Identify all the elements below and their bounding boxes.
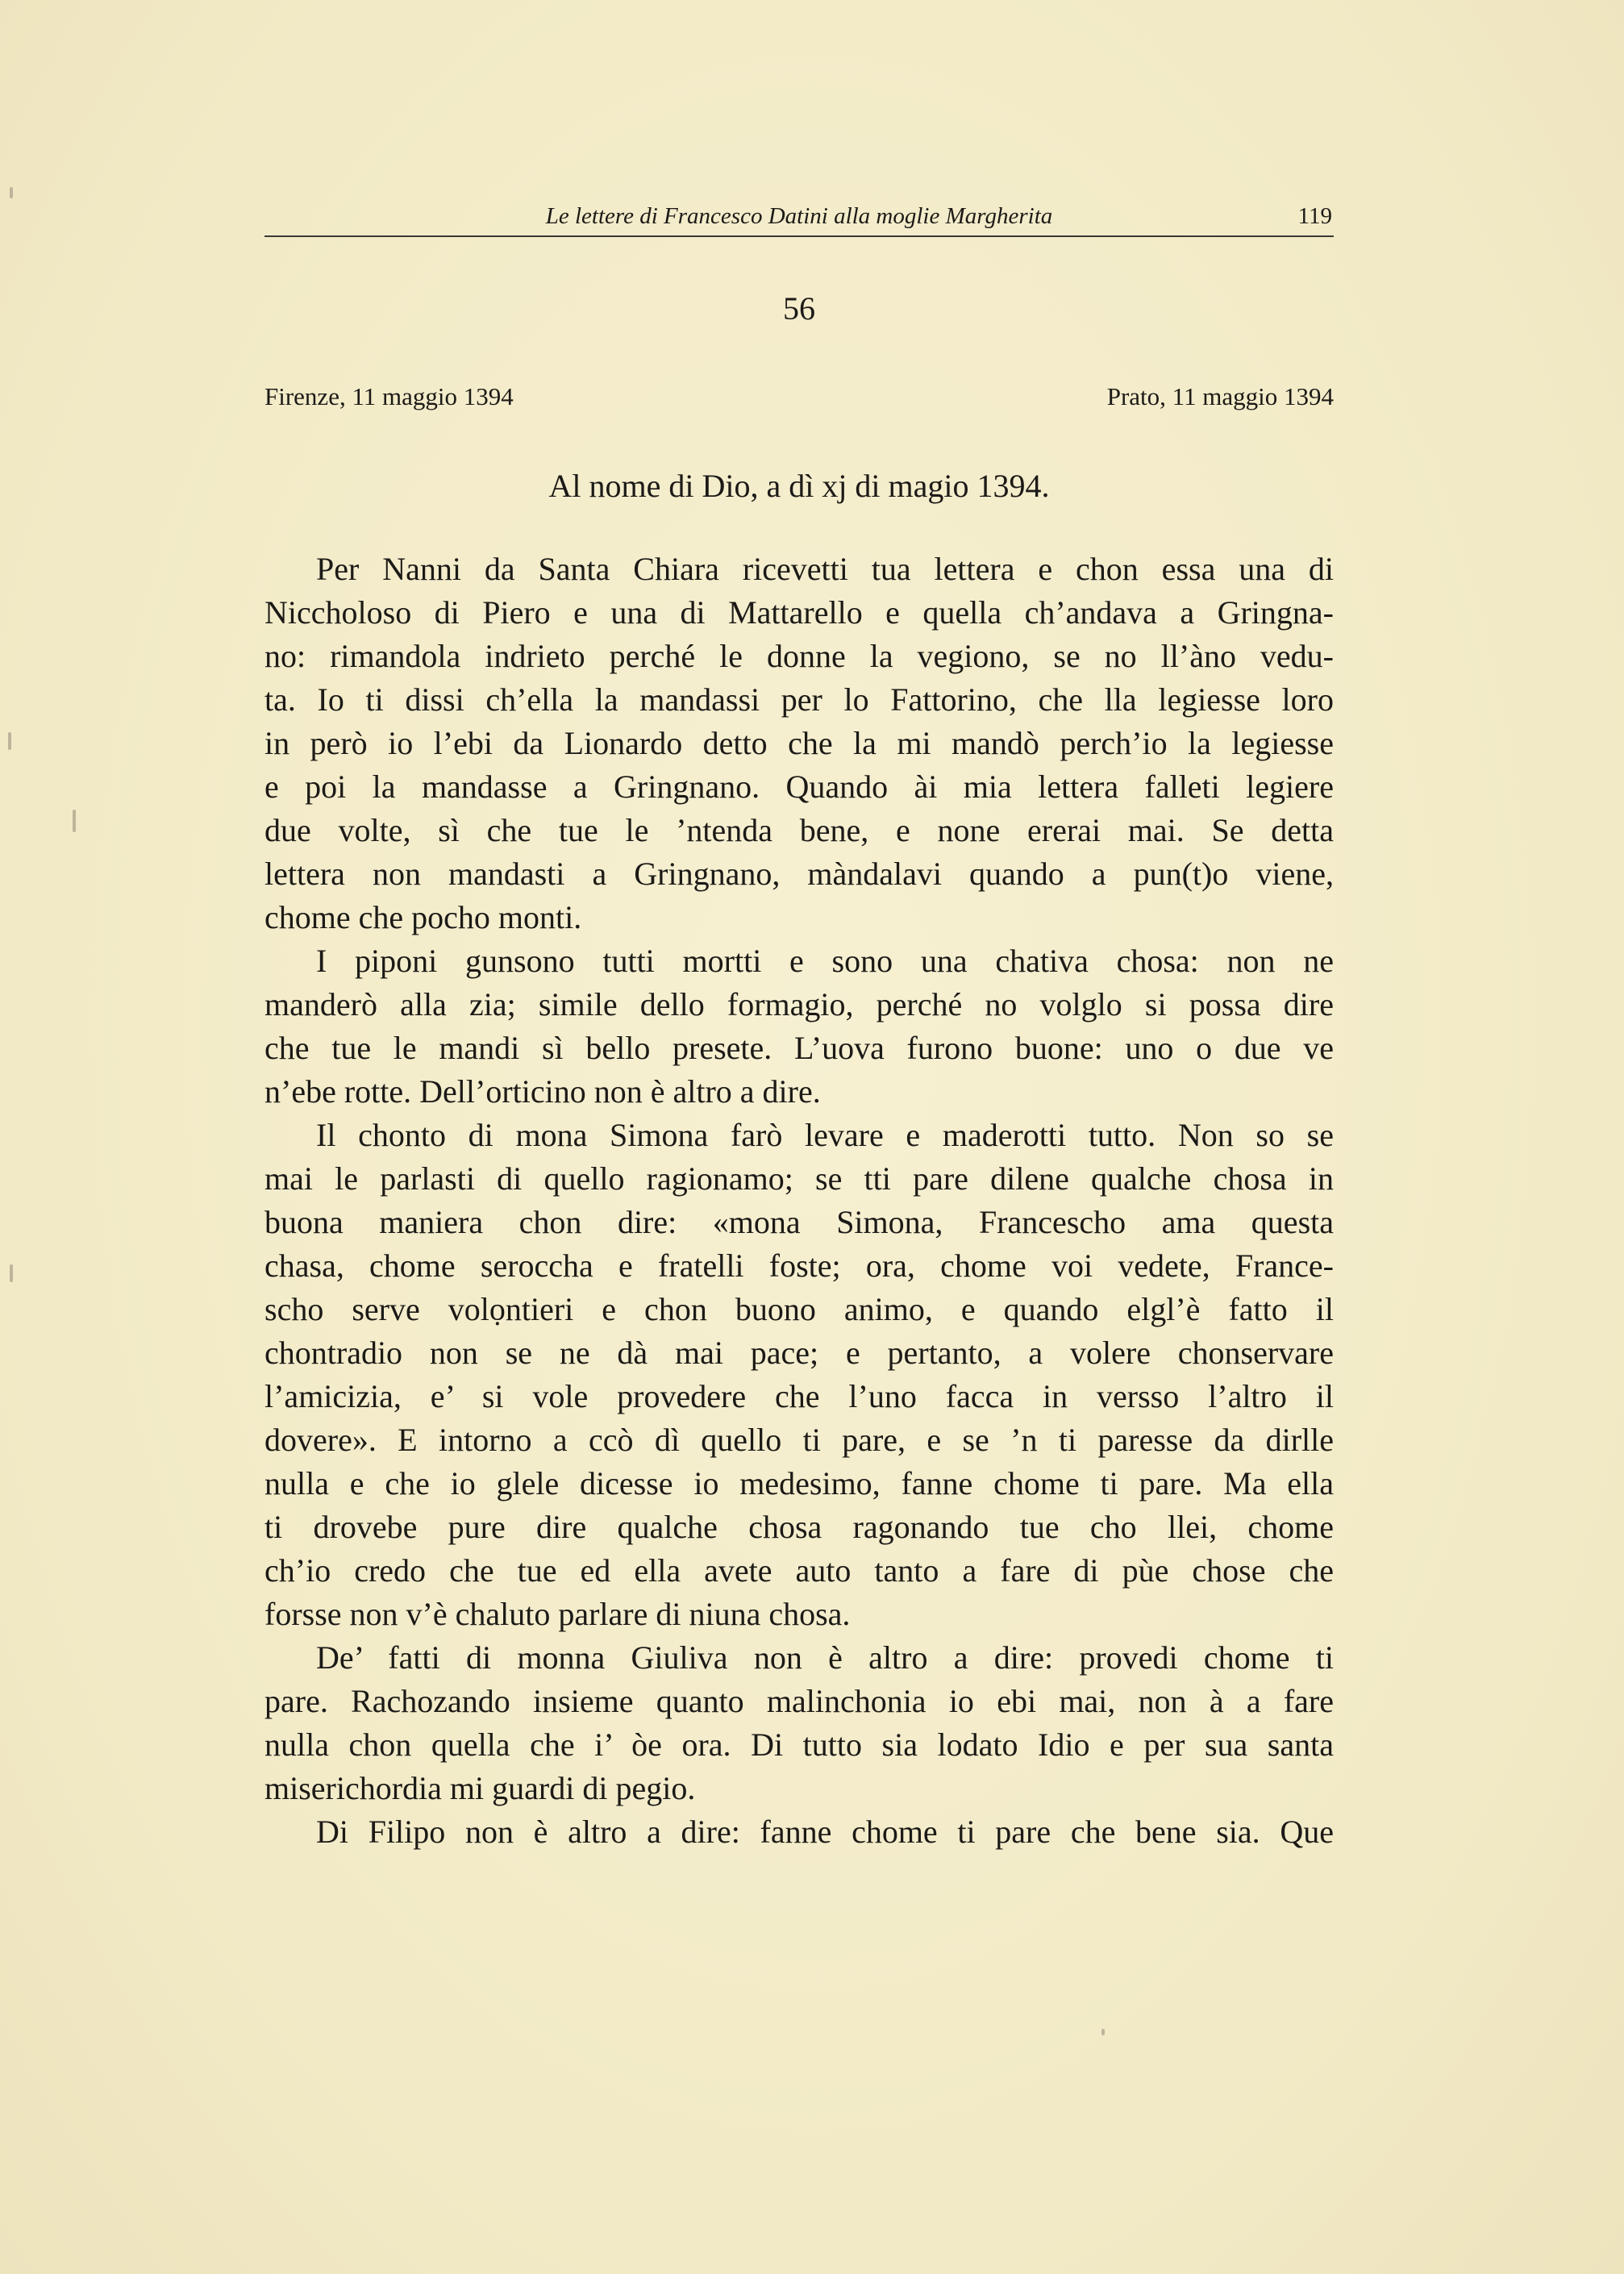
letter-salutation: Al nome di Dio, a dì xj di magio 1394. xyxy=(548,468,1050,504)
text-line: chontradio non se ne dà mai pace; e pertanto, a volere chonservare xyxy=(264,1335,1334,1371)
sender-place-date: Firenze, 11 maggio 1394 xyxy=(264,382,514,410)
text-line: e poi la mandasse a Gringnano. Quando ài mia lettera falleti legiere xyxy=(264,768,1334,805)
text-line: ch’io credo che tue ed ella avete auto tanto a fare di pùe chose che xyxy=(264,1552,1334,1589)
text-line: miserichordia mi guardi di pegio. xyxy=(264,1770,696,1806)
text-line: nulla chon quella che i’ òe ora. Di tutto sia lodato Idio e per sua santa xyxy=(264,1726,1334,1763)
text-line: buona maniera chon dire: «mona Simona, Francescho ama questa xyxy=(264,1204,1334,1240)
paragraph xyxy=(264,939,1334,1114)
margin-mark xyxy=(10,1264,13,1282)
text-line: Il chonto di mona Simona farò levare e maderotti tutto. Non so se xyxy=(316,1117,1334,1153)
text-line: chasa, chome serocchа e fratelli foste; ora, chome voi vedete, France- xyxy=(264,1247,1334,1284)
text-line: mai le parlasti di quello ragionamo; se tti pare dilene qualche chosa in xyxy=(264,1160,1334,1197)
letter-number: 56 xyxy=(783,290,815,327)
text-line: Per Nanni da Santa Chiara ricevetti tua lettera e chon essa una di xyxy=(316,551,1334,587)
recipient-place-date: Prato, 11 maggio 1394 xyxy=(1106,382,1334,410)
paragraph xyxy=(264,1636,1334,1810)
paragraph xyxy=(264,548,1334,939)
letter-body xyxy=(264,548,1334,1854)
text-line: n’ebe rotte. Dell’orticino non è altro a dire. xyxy=(264,1073,821,1110)
text-line: manderò alla zia; simile dello formagio, perché no volglo si possa dire xyxy=(264,986,1334,1022)
text-line: ti drovebe pure dire qualche chosa ragonando tue cho llei, chome xyxy=(264,1509,1334,1545)
running-title: Le lettere di Francesco Datini alla moglie Margherita xyxy=(545,203,1053,229)
text-line: no: rimandola indrieto perché le donne la vegiono, se no ll’àno vedu- xyxy=(264,638,1334,674)
text-line: due volte, sì che tue le ’ntenda bene, e none ererai mai. Se detta xyxy=(264,812,1334,848)
text-line: in però io l’ebi da Lionardo detto che la mi mandò perch’io la legiesse xyxy=(264,725,1334,761)
text-line: nulla e che io glele dicesse io medesimo, fanne chome ti pare. Ma ella xyxy=(264,1465,1334,1501)
margin-mark xyxy=(1101,2029,1105,2035)
text-line: I piponi gunsono tutti mortti e sono una chativa chosa: non ne xyxy=(316,943,1334,979)
text-line: forsse non v’è chaluto parlare di niuna chosa. xyxy=(264,1596,851,1632)
text-line: ta. Io ti dissi ch’ella la mandassi per lo Fattorino, che lla legiesse loro xyxy=(264,681,1334,718)
text-line: scho serve volọntieri e chon buono animo, e quando elgl’è fatto il xyxy=(264,1291,1334,1327)
margin-mark xyxy=(8,732,11,750)
text-line: Di Filipo non è altro a dire: fanne chome ti pare che bene sia. Que xyxy=(316,1814,1334,1850)
text-line: dovere». E intorno a ccò dì quello ti pare, e se ’n ti paresse da dirlle xyxy=(264,1422,1334,1458)
paragraph xyxy=(264,1114,1334,1636)
text-line: lettera non mandasti a Gringnano, màndalavi quando a pun(t)o viene, xyxy=(264,856,1334,892)
text-line: l’amicizia, e’ si vole provedere che l’uno facca in versso l’altro il xyxy=(264,1378,1334,1414)
text-line: chome che pocho monti. xyxy=(264,899,582,935)
running-header xyxy=(264,197,1334,237)
text-line: che tue le mandi sì bello presete. L’uova furono buone: uno o due ve xyxy=(264,1030,1334,1066)
page-number: 119 xyxy=(1297,203,1332,229)
paragraph xyxy=(264,1810,1334,1854)
text-line: pare. Rachozando insieme quanto malinchonia io ebi mai, non à a fare xyxy=(264,1683,1334,1719)
margin-mark xyxy=(73,810,76,832)
text-line: De’ fatti di monna Giuliva non è altro a dire: provedi chome ti xyxy=(316,1639,1334,1676)
margin-mark xyxy=(10,187,13,198)
text-line: Niccholoso di Piero e una di Mattarello e quella ch’andava a Gringna- xyxy=(264,594,1334,631)
